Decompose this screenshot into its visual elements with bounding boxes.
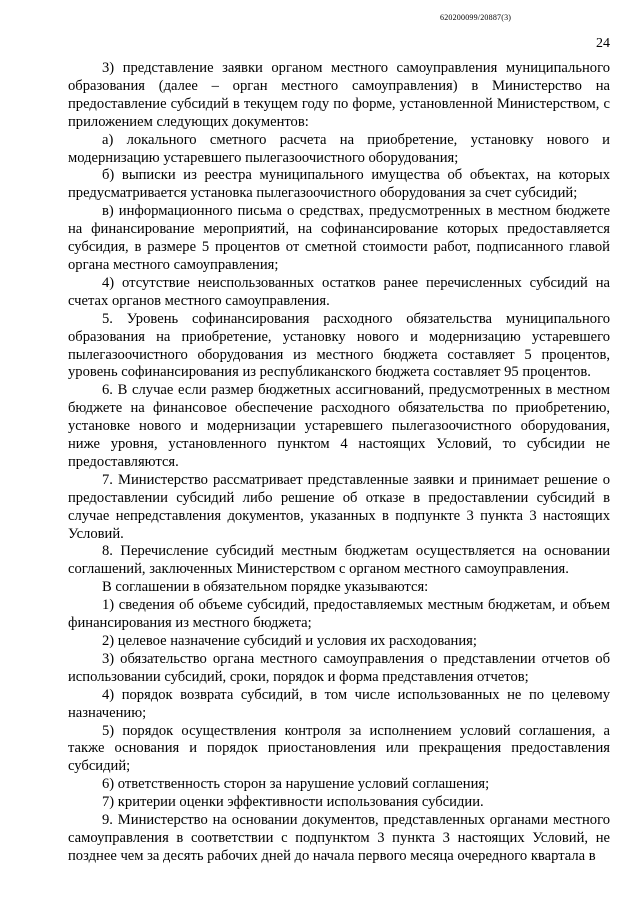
paragraph: 9. Министерство на основании документов, представленных органами местного самоуправления в соответствии с подпунктом 3 пункта 3 настоящих Условий, не позднее чем за десять рабочих дней до начала первого месяца очередного квартала в [68, 812, 610, 864]
paragraph: 6. В случае если размер бюджетных ассигнований, предусмотренных в местном бюджете на финансовое обеспечение расходного обязательства по приобретению, установке нового и модернизации устаревшего пылегазоочистного оборудования, ниже уровня, установленного пунктом 4 настоящих Условий, то субсидии не предоставляются. [68, 382, 610, 470]
paragraph: 7. Министерство рассматривает представленные заявки и принимает решение о предоставлении субсидий либо решение об отказе в предоставлении субсидий в случае непредставления документов, указанных в подпункте 3 пункта 3 настоящих Условий. [68, 471, 610, 542]
paragraph: 1) сведения об объеме субсидий, предоставляемых местным бюджетам, и объем финансирования из местного бюджета; [68, 597, 610, 632]
paragraph: 3) представление заявки органом местного самоуправления муниципального образования (далее – орган местного самоуправления) в Министерство на предоставление субсидий в текущем году по форме, установленной Министерством, с приложением следующих документов: [68, 60, 610, 130]
document-body [68, 60, 610, 866]
paragraph: 7) критерии оценки эффективности использования субсидии. [102, 794, 484, 811]
paragraph: б) выписки из реестра муниципального имущества об объектах, на которых предусматривается установка пылегазоочистного оборудования за счет субсидий; [68, 167, 610, 202]
paragraph: а) локального сметного расчета на приобретение, установку нового и модернизацию устаревшего пылегазоочистного оборудования; [68, 131, 610, 166]
document-id: 620200099/20887(3) [440, 13, 512, 22]
paragraph: В соглашении в обязательном порядке указываются: [102, 579, 429, 596]
paragraph: 3) обязательство органа местного самоуправления о представлении отчетов об использовании субсидий, сроки, порядок и форма представления отчетов; [68, 650, 610, 685]
paragraph: 4) порядок возврата субсидий, в том числе использованных не по целевому назначению; [68, 686, 610, 721]
paragraph: 5. Уровень софинансирования расходного обязательства муниципального образования на приобретение, установку нового и модернизацию устаревшего пылегазоочистного оборудования из местного бюджета составляет 5 процентов, уровень софинансирования из республиканского бюджета составляет 95 процентов. [68, 310, 610, 381]
page-number: 24 [596, 36, 610, 51]
paragraph: 6) ответственность сторон за нарушение условий соглашения; [102, 776, 490, 793]
paragraph: 8. Перечисление субсидий местным бюджетам осуществляется на основании соглашений, заключенных Министерством с органом местного самоуправления. [68, 543, 610, 578]
paragraph: 2) целевое назначение субсидий и условия их расходования; [102, 633, 477, 649]
paragraph: 5) порядок осуществления контроля за исполнением условий соглашения, а также основания и порядок приостановления или прекращения предоставления субсидий; [68, 722, 610, 775]
paragraph: в) информационного письма о средствах, предусмотренных в местном бюджете на финансирование мероприятий, на софинансирование которых предоставляется субсидия, в размере 5 процентов от сметной стоимости работ, подписанного главой органа местного самоуправления; [68, 203, 610, 273]
paragraph: 4) отсутствие неиспользованных остатков ранее перечисленных субсидий на счетах органов местного самоуправления. [68, 274, 610, 309]
